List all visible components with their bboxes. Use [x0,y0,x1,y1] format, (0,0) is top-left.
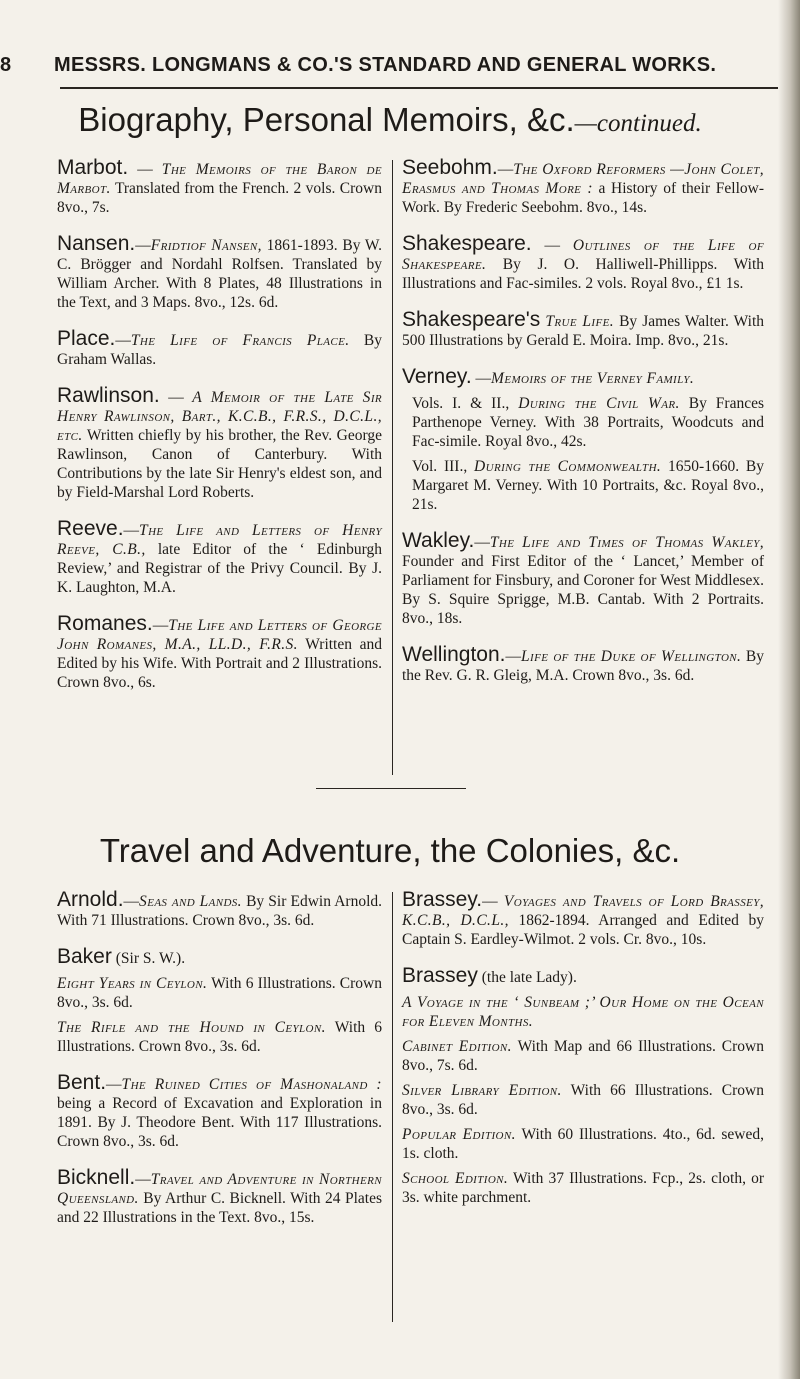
entry-separator: — [128,161,162,178]
catalogue-entry [57,1168,382,1227]
sub-entry-title: During the Civil War. [518,395,680,412]
author-name: Seebohm. [402,156,498,179]
book-title: The Memoirs of the Baron de Marbot. [57,161,383,197]
author-name: Romanes. [57,612,153,635]
sub-entry-title: A Voyage in the ‘ Sunbeam ;’ Our Home on the Ocean for Eleven Months. [402,994,764,1030]
author-name: Reeve. [57,517,124,540]
entry-separator: — [106,1076,122,1093]
sub-entry [402,1037,764,1075]
page-edge-shadow [778,0,800,1379]
entry-separator: — [505,648,522,665]
header-rule [60,87,778,89]
entry-description: By Sir Edwin Arnold. With 71 Illustrations. Crown 8vo., 3s. 6d. [57,893,383,929]
book-title: True Life. [545,313,615,330]
entry-separator: — [135,237,151,254]
catalogue-entry [57,614,382,692]
catalogue-entry [402,158,764,217]
entry-description: By J. O. Halliwell-Phillipps. With Illustrations and Fac-similes. 2 vols. Royal 8vo., £1 1s. [402,256,764,292]
sub-entry [402,394,764,451]
entry-separator: — [123,522,140,539]
entry-description: 1862-1894. Arranged and Edited by Captain S. Eardley-Wilmot. 2 vols. Cr. 8vo., 10s. [402,912,764,948]
entry-description: Translated from the French. 2 vols. Crown 8vo., 7s. [57,180,382,216]
sub-entry-title: Silver Library Edition. [402,1082,562,1099]
catalogue-entry [57,158,382,217]
catalogue-entry [402,966,764,1207]
entry-description: By Arthur C. Bicknell. With 24 Plates and 22 Illustrations in the Text. 8vo., 15s. [57,1190,382,1226]
author-name: Nansen. [57,232,136,255]
catalogue-entry [402,531,764,628]
sub-entry-title: During the Commonwealth. [474,458,662,475]
book-title: Voyages and Travels of Lord Brassey, K.C.B., D.C.L., [402,893,765,929]
entry-description: By James Walter. With 500 Illustrations by Gerald E. Moira. Imp. 8vo., 21s. [402,313,764,349]
sub-entry-title: Popular Edition. [402,1126,516,1143]
book-title: A Memoir of the Late Sir Henry Rawlinson, Bart., K.C.B., F.R.S., D.C.L., etc. [57,389,382,444]
sub-entry-lead: Vol. III., [412,458,475,475]
book-title: The Life and Letters of Henry Reeve, C.B., [57,522,382,558]
sub-entry-title: Cabinet Edition. [402,1038,512,1055]
catalogue-entry [402,310,764,350]
sub-entry-title: The Rifle and the Hound in Ceylon. [57,1019,326,1036]
entry-description: a History of their Fellow-Work. By Frederic Seebohm. 8vo., 14s. [402,180,764,216]
catalogue-entry [402,890,764,949]
book-title: The Ruined Cities of Mashonaland : [121,1076,382,1093]
sub-entry-title: School Edition. [402,1170,509,1187]
entry-separator: — [159,389,193,406]
entry-separator: — [531,237,573,254]
sub-entry [57,974,382,1012]
entry-separator: — [135,1171,151,1188]
catalogue-entry [402,645,764,685]
author-name: Brassey [402,964,478,987]
column-divider [392,160,393,775]
sub-entry [402,1169,764,1207]
author-name: Place. [57,327,116,350]
sub-entry-title: Eight Years in Ceylon. [57,975,208,992]
column-divider-travel [392,892,393,1322]
catalogue-entry [57,234,382,312]
book-title: Seas and Lands. [139,893,242,910]
sub-entry-description: 1650-1660. By Margaret M. Verney. With 10 Portraits, &c. Royal 8vo., 21s. [412,458,764,513]
entry-separator: — [152,617,169,634]
sub-entry [57,1018,382,1056]
entry-description: Written and Edited by his Wife. With Portrait and 2 Illustrations. Crown 8vo., 6s. [57,636,382,691]
entry-separator: — [482,893,504,910]
book-title: The Life and Times of Thomas Wakley, [489,534,764,551]
author-name: Rawlinson. [57,384,160,407]
running-head [0,54,780,82]
sub-entry-description: With 6 Illustrations. Crown 8vo., 3s. 6d. [57,975,382,1011]
author-name: Marbot. [57,156,129,179]
page-number: 8 [0,54,12,76]
book-title: The Life of Francis Place. [130,332,350,349]
sub-entry [402,993,764,1031]
section-title-travel: Travel and Adventure, the Colonies, &c. [99,832,681,869]
entry-description: By the Rev. G. R. Gleig, M.A. Crown 8vo., 3s. 6d. [402,648,764,684]
biography-right-column [402,158,764,702]
entry-separator: — [471,370,492,387]
entry-description: Founder and First Editor of the ‘ Lancet,’ Member of Parliament for Finsbury, and Coroner for West Middlesex. By S. Squire Sprigge, M.B. Cantab. With 2 Portraits. 8vo., 18s. [402,553,764,627]
sub-entry [402,1125,764,1163]
catalogue-entry [57,329,382,369]
catalogue-entry [57,947,382,1056]
biography-left-column [57,158,382,709]
entry-description: Written chiefly by his brother, the Rev. George Rawlinson, Canon of Canterbury. With Contributions by the late Sir Henry's eldest son, and by Field-Marshal Lord Roberts. [57,427,382,501]
sub-entry-description: By Frances Parthenope Verney. With 38 Portraits, Woodcuts and Fac-simile. Royal 8vo., 42s. [412,395,764,450]
sub-entry [402,1081,764,1119]
book-title: Outlines of the Life of Shakespeare. [402,237,765,273]
author-name: Verney. [402,365,472,388]
book-title: The Oxford Reformers —John Colet, Erasmus and Thomas More : [402,161,764,197]
entry-description: (Sir S. W.). [115,950,186,967]
catalogue-entry [57,386,382,502]
entry-description: By Graham Wallas. [57,332,382,368]
sub-entry-description: With 60 Illustrations. 4to., 6d. sewed, 1s. cloth. [402,1126,764,1162]
catalogue-entry [57,1073,382,1151]
entry-description: being a Record of Excavation and Exploration in 1891. By J. Theodore Bent. With 117 Illustrations. Crown 8vo., 3s. 6d. [57,1095,382,1150]
catalogue-entry [402,234,764,293]
travel-left-column [57,890,382,1244]
book-title: Fridtiof Nansen, [150,237,262,254]
entry-separator: — [474,534,490,551]
entry-description: 1861-1893. By W. C. Brögger and Nordahl Rolfsen. Translated by William Archer. With 8 Plates, 48 Illustrations in the Text, and 3 Maps. 8vo., 12s. 6d. [57,237,382,311]
book-title: Travel and Adventure in Northern Queensland. [57,1171,382,1207]
sub-entry-description: With Map and 66 Illustrations. Crown 8vo., 7s. 6d. [402,1038,764,1074]
author-name: Wellington. [402,643,506,666]
author-name: Brassey. [402,888,483,911]
author-name: Bent. [57,1071,107,1094]
author-name: Baker [57,945,112,968]
author-name: Wakley. [402,529,475,552]
book-title: Life of the Duke of Wellington. [521,648,742,665]
author-name: Shakespeare's [402,308,541,331]
entry-separator: — [115,332,131,349]
book-title: Memoirs of the Verney Family. [491,370,695,387]
author-name: Bicknell. [57,1166,136,1189]
sub-entry-description: With 66 Illustrations. Crown 8vo., 3s. 6d. [402,1082,764,1118]
entry-description: late Editor of the ‘ Edinburgh Review,’ and Registrar of the Privy Council. By J. K. Laughton, M.A. [57,541,383,596]
catalogue-entry [402,367,764,514]
catalogue-entry [57,519,382,597]
section-title-biography: Biography, Personal Memoirs, &c.—continued. [78,101,702,138]
running-head-title: MESSRS. LONGMANS & CO.'S STANDARD AND GENERAL WORKS. [54,54,717,76]
entry-description: (the late Lady). [481,969,577,986]
sub-entry-description: With 6 Illustrations. Crown 8vo., 3s. 6d. [57,1019,382,1055]
sub-entry [402,457,764,514]
catalogue-entry [57,890,382,930]
section-divider-rule [316,788,466,789]
author-name: Arnold. [57,888,124,911]
book-title: The Life and Letters of George John Romanes, M.A., LL.D., F.R.S. [57,617,382,653]
travel-right-column [402,890,764,1224]
sub-entry-description: With 37 Illustrations. Fcp., 2s. cloth, or 3s. white parchment. [402,1170,764,1206]
sub-entry-lead: Vols. I. & II., [412,395,519,412]
entry-separator: — [123,893,140,910]
entry-separator: — [497,161,514,178]
author-name: Shakespeare. [402,232,532,255]
